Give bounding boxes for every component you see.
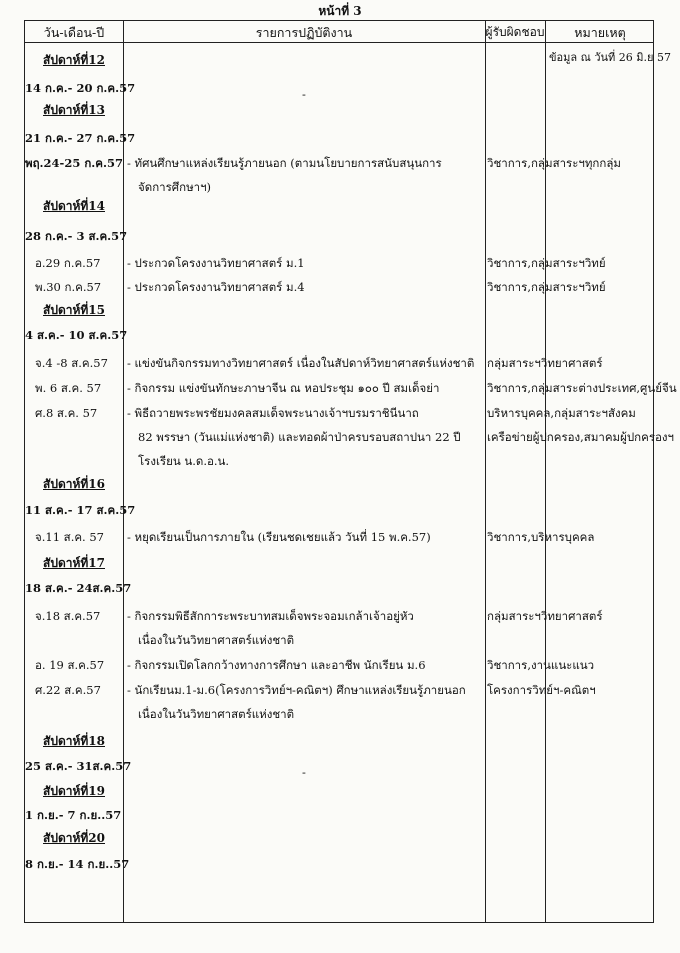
responsible-text: วิชาการ,กลุ่มสาระต่างประเทศ,ศูนย์จีน [487, 381, 677, 395]
date-cell: ศ.8 ส.ค. 57 [35, 406, 98, 420]
date-cell: 8 ก.ย.- 14 ก.ย..57 [25, 857, 130, 871]
week-label: สัปดาห์ที่18 [43, 734, 105, 748]
week-label: สัปดาห์ที่12 [43, 53, 105, 67]
activity-text: - ประกวดโครงงานวิทยาศาสตร์ ม.4 [127, 280, 305, 294]
schedule-table [24, 20, 677, 923]
week-label: สัปดาห์ที่13 [43, 103, 105, 117]
responsible-text: วิชาการ,กลุ่มสาระฯวิทย์ [487, 256, 606, 270]
header-remark: หมายเหตุ [574, 25, 626, 40]
activity-text: - พิธีถวายพระพรชัยมงคลสมเด็จพระนางเจ้าฯบรมราชินีนาถ [127, 406, 419, 420]
date-cell: 4 ส.ค.- 10 ส.ค.57 [25, 328, 128, 342]
activity-text: - กิจกรรมพิธีสักการะพระบาทสมเด็จพระจอมเกล้าเจ้าอยู่หัว [127, 609, 414, 623]
date-cell: อ. 19 ส.ค.57 [35, 658, 105, 672]
date-cell: 21 ก.ค.- 27 ก.ค.57 [25, 131, 136, 145]
week-label: สัปดาห์ที่14 [43, 199, 105, 213]
date-cell: 28 ก.ค.- 3 ส.ค.57 [25, 229, 128, 243]
activity-text: 82 พรรษา (วันแม่แห่งชาติ) และทอดผ้าป่าครบรอบสถาปนา 22 ปี [138, 430, 461, 444]
activity-text: - นักเรียนม.1-ม.6(โครงการวิทย์ฯ-คณิตฯ) ศึกษาแหล่งเรียนรู้ภายนอก [127, 683, 466, 697]
responsible-text: กลุ่มสาระฯวิทยาศาสตร์ [487, 609, 603, 623]
responsible-text: กลุ่มสาระฯวิทยาศาสตร์ [487, 356, 603, 370]
header-activity: รายการปฏิบัติงาน [255, 25, 353, 40]
week-label: สัปดาห์ที่16 [43, 477, 105, 491]
responsible-text: บริหารบุคคล,กลุ่มสาระฯสังคม [487, 406, 636, 420]
week-label: สัปดาห์ที่19 [43, 784, 105, 798]
remark-data-as-of: ข้อมูล ณ วันที่ 26 มิ.ย 57 [549, 51, 671, 64]
responsible-text: วิชาการ,งานแนะแนว [487, 658, 595, 672]
week-label: สัปดาห์ที่15 [43, 303, 105, 317]
activity-text: เนื่องในวันวิทยาศาสตร์แห่งชาติ [138, 707, 295, 721]
week-label: สัปดาห์ที่20 [43, 831, 105, 845]
header-responsible: ผู้รับผิดชอบ [485, 25, 545, 39]
date-cell: จ.18 ส.ค.57 [35, 609, 101, 623]
date-cell: 11 ส.ค.- 17 ส.ค.57 [25, 503, 136, 517]
date-cell: 25 ส.ค.- 31ส.ค.57 [25, 759, 132, 773]
responsible-text: วิชาการ,กลุ่มสาระฯวิทย์ [487, 280, 606, 294]
activity-text: - ประกวดโครงงานวิทยาศาสตร์ ม.1 [127, 256, 305, 270]
date-cell: 18 ส.ค.- 24ส.ค.57 [25, 581, 132, 595]
date-cell: อ.29 ก.ค.57 [35, 256, 101, 270]
date-cell: 14 ก.ค.- 20 ก.ค.57 [25, 81, 136, 95]
date-cell: 1 ก.ย.- 7 ก.ย..57 [25, 808, 122, 822]
responsible-text: วิชาการ,บริหารบุคคล [487, 530, 595, 544]
activity-dash: - [302, 87, 306, 101]
date-cell: พฤ.24-25 ก.ค.57 [25, 156, 123, 170]
activity-dash: - [302, 765, 306, 779]
activity-text: - ทัศนศึกษาแหล่งเรียนรู้ภายนอก (ตามนโยบายการสนับสนุนการ [127, 156, 442, 170]
activity-text: จัดการศึกษาฯ) [138, 180, 212, 194]
date-cell: ศ.22 ส.ค.57 [35, 683, 101, 697]
responsible-text: วิชาการ,กลุ่มสาระฯทุกกลุ่ม [487, 156, 621, 170]
activity-text: - กิจกรรมเปิดโลกกว้างทางการศึกษา และอาชีพ นักเรียน ม.6 [127, 658, 426, 672]
date-cell: จ.4 -8 ส.ค.57 [35, 356, 108, 370]
activity-text: เนื่องในวันวิทยาศาสตร์แห่งชาติ [138, 633, 295, 647]
page-number: หน้าที่ 3 [318, 4, 362, 18]
col-divider-2 [485, 21, 486, 922]
activity-text: โรงเรียน น.ด.อ.น. [138, 454, 230, 468]
week-label: สัปดาห์ที่17 [43, 556, 105, 570]
header-date: วัน-เดือน-ปี [43, 25, 105, 40]
responsible-text: เครือข่ายผู้ปกครอง,สมาคมผู้ปกครองฯ [487, 430, 674, 444]
activity-text: - หยุดเรียนเป็นการภายใน (เรียนชดเชยแล้ว วันที่ 15 พ.ค.57) [127, 530, 431, 544]
date-cell: จ.11 ส.ค. 57 [35, 530, 104, 544]
activity-text: - แข่งขันกิจกรรมทางวิทยาศาสตร์ เนื่องในสัปดาห์วิทยาศาสตร์แห่งชาติ [127, 356, 475, 370]
responsible-text: โครงการวิทย์ฯ-คณิตฯ [487, 683, 596, 697]
activity-text: - กิจกรรม แข่งขันทักษะภาษาจีน ณ หอประชุม ๑๐๐ ปี สมเด็จย่า [127, 381, 440, 395]
date-cell: พ.30 ก.ค.57 [35, 280, 102, 294]
date-cell: พ. 6 ส.ค. 57 [35, 381, 102, 395]
col-divider-1 [123, 21, 124, 922]
